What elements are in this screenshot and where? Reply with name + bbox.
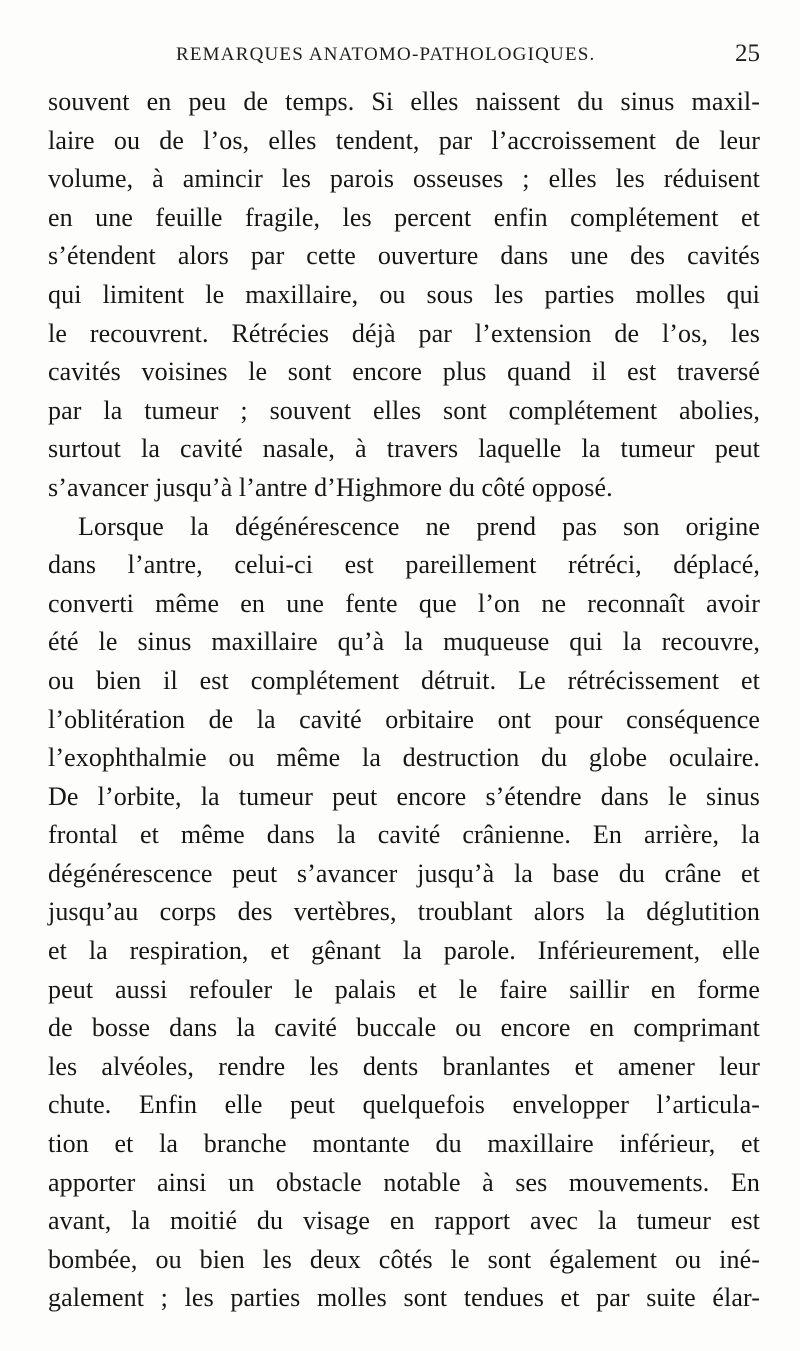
body-text bbox=[48, 83, 760, 1318]
text-line: apporter ainsi un obstacle notable à ses mouvements. En bbox=[48, 1167, 760, 1197]
text-line: s’étendent alors par cette ouverture dans une des cavités bbox=[48, 241, 760, 271]
text-line: s’avancer jusqu’à l’antre d’Highmore du côté opposé. bbox=[48, 472, 613, 502]
text-line: surtout la cavité nasale, à travers laquelle la tumeur peut bbox=[48, 434, 760, 464]
text-line: chute. Enfin elle peut quelquefois envelopper l’articula- bbox=[48, 1090, 760, 1120]
text-line: l’oblitération de la cavité orbitaire ont pour conséquence bbox=[48, 704, 760, 734]
text-line: Lorsque la dégénérescence ne prend pas son origine bbox=[78, 511, 760, 541]
text-line: tion et la branche montante du maxillaire inférieur, et bbox=[48, 1129, 760, 1159]
text-line: frontal et même dans la cavité crânienne. En arrière, la bbox=[48, 820, 760, 850]
text-line: souvent en peu de temps. Si elles naissent du sinus maxil- bbox=[48, 87, 760, 116]
text-line: volume, à amincir les parois osseuses ; elles les réduisent bbox=[48, 164, 760, 194]
text-line: converti même en une fente que l’on ne reconnaît avoir bbox=[48, 588, 760, 618]
running-head bbox=[48, 40, 760, 80]
text-line: ou bien il est complétement détruit. Le rétrécissement et bbox=[48, 665, 760, 695]
text-line: jusqu’au corps des vertèbres, troublant alors la déglutition bbox=[48, 897, 760, 927]
text-line: les alvéoles, rendre les dents branlantes et amener leur bbox=[48, 1051, 760, 1081]
text-line: cavités voisines le sont encore plus quand il est traversé bbox=[48, 357, 760, 387]
text-line: avant, la moitié du visage en rapport avec la tumeur est bbox=[48, 1206, 760, 1236]
text-line: dégénérescence peut s’avancer jusqu’à la base du crâne et bbox=[48, 858, 760, 888]
text-line: qui limitent le maxillaire, ou sous les parties molles qui bbox=[48, 279, 760, 309]
text-line: par la tumeur ; souvent elles sont complétement abolies, bbox=[48, 395, 760, 425]
text-line: De l’orbite, la tumeur peut encore s’étendre dans le sinus bbox=[48, 781, 760, 811]
text-line: laire ou de l’os, elles tendent, par l’accroissement de leur bbox=[48, 125, 760, 155]
text-line: de bosse dans la cavité buccale ou encore en comprimant bbox=[48, 1013, 760, 1043]
page-number: 25 bbox=[735, 40, 760, 67]
text-line: l’exophthalmie ou même la destruction du globe oculaire. bbox=[48, 743, 760, 773]
text-line: le recouvrent. Rétrécies déjà par l’extension de l’os, les bbox=[48, 318, 760, 348]
text-line: galement ; les parties molles sont tendues et par suite élar- bbox=[48, 1283, 760, 1313]
text-line: en une feuille fragile, les percent enfin complétement et bbox=[48, 202, 760, 232]
text-line: dans l’antre, celui-ci est pareillement rétréci, déplacé, bbox=[48, 550, 760, 580]
text-line: et la respiration, et gênant la parole. Inférieurement, elle bbox=[48, 936, 760, 966]
text-line: bombée, ou bien les deux côtés le sont également ou iné- bbox=[48, 1244, 760, 1274]
text-line: peut aussi refouler le palais et le faire saillir en forme bbox=[48, 974, 760, 1004]
text-line: été le sinus maxillaire qu’à la muqueuse qui la recouvre, bbox=[48, 627, 760, 657]
running-title: REMARQUES ANATOMO-PATHOLOGIQUES. bbox=[176, 44, 596, 65]
